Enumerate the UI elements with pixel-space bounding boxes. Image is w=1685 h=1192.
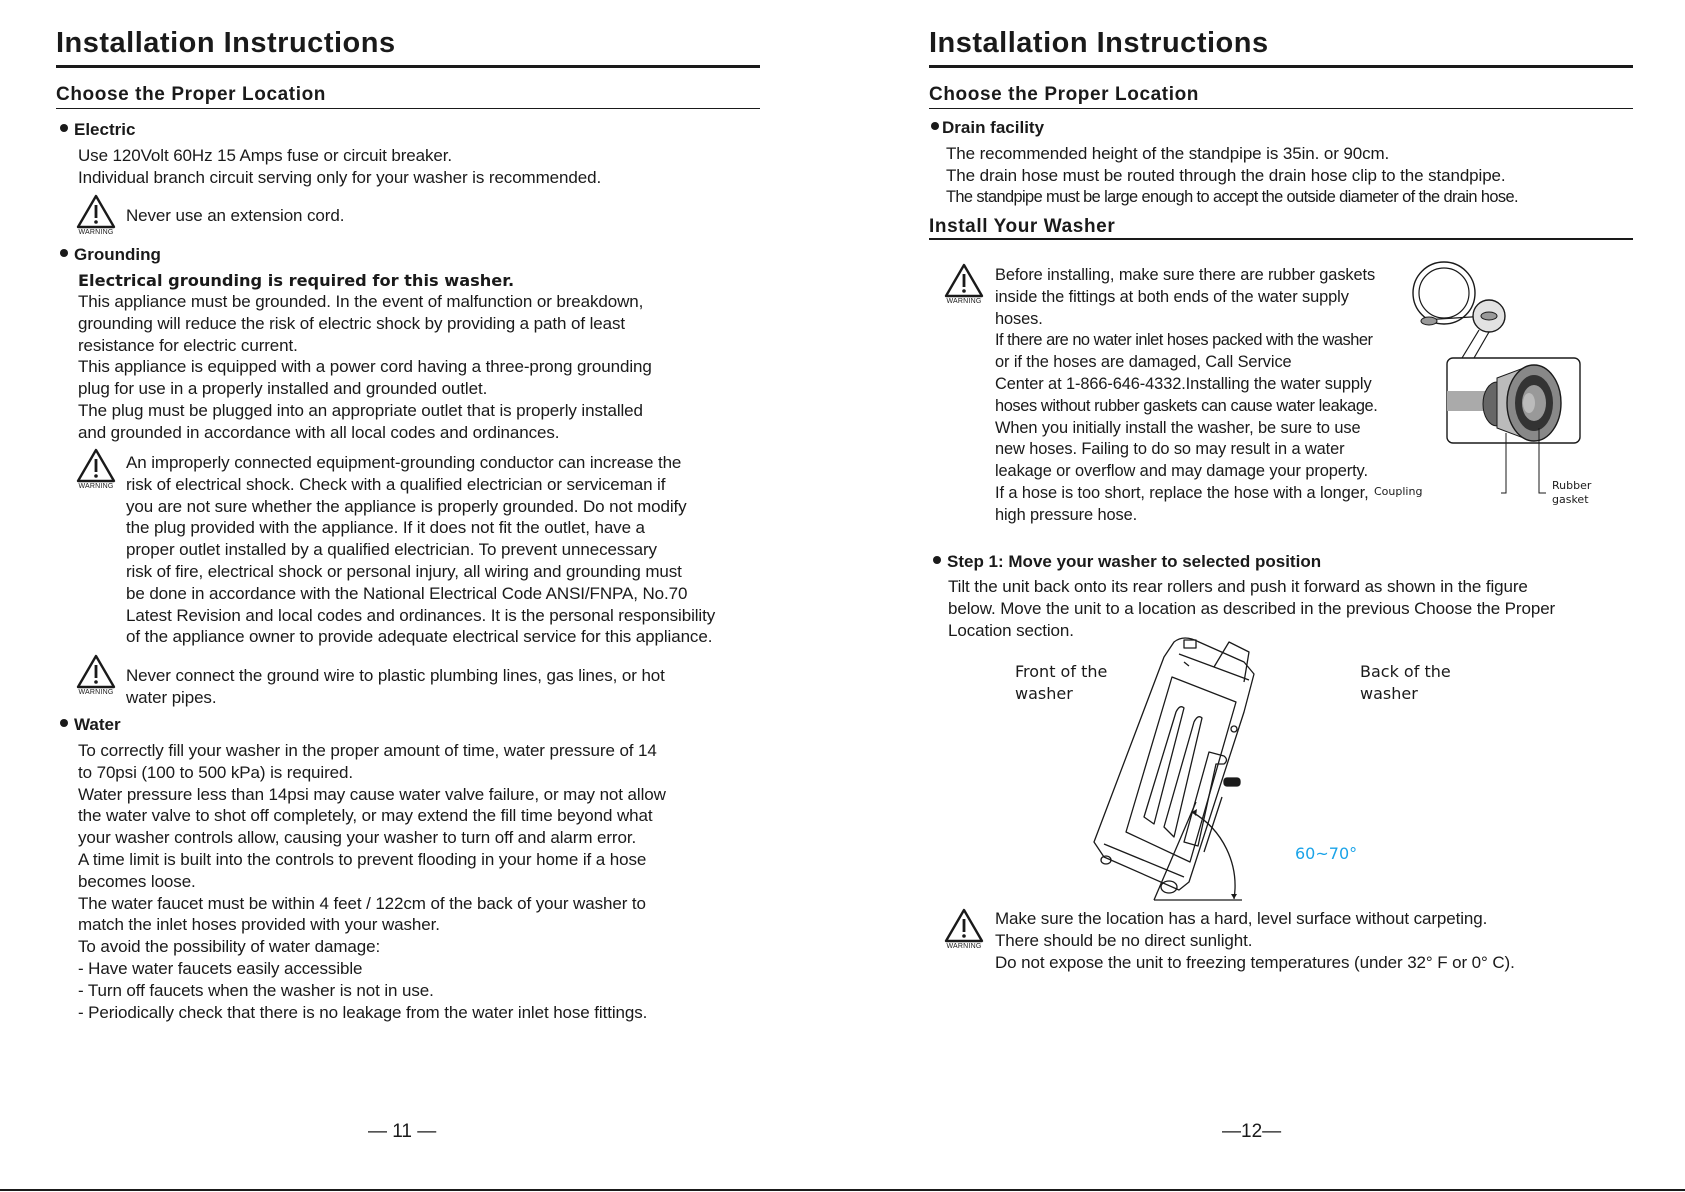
bullet-icon xyxy=(60,249,68,257)
front-label: Front of the washer xyxy=(1015,662,1108,703)
section-heading: Choose the Proper Location xyxy=(929,84,1200,105)
hose-warning: Before installing, make sure there are rubber gaskets inside the fittings at both ends of the water supply hoses. If there are no water inlet hoses packed with the washer or if the hoses are damaged, Call Service Center at 1-866-646-4332.Installing the water supply hoses without rubber gaskets can cause water leakage. When you initially install the washer, be sure to use new hoses. Failing to do so may result in a water leakage or overflow and may damage your property. If a hose is too short, replace the hose with a longer, high pressure hose. xyxy=(995,266,1378,524)
left-page xyxy=(56,0,776,1192)
grounding-heading: Grounding xyxy=(60,245,161,265)
bullet-icon xyxy=(60,719,68,727)
tilted-washer-illustration xyxy=(1084,632,1284,902)
tilt-angle-label: 60~70° xyxy=(1295,844,1358,863)
electric-text: Use 120Volt 60Hz 15 Amps fuse or circuit breaker. Individual branch circuit serving only for your washer is recommended. xyxy=(78,146,602,187)
warning-icon: WARNING xyxy=(76,654,116,702)
ground-wire-warning: Never connect the ground wire to plastic plumbing lines, gas lines, or hot water pipes. xyxy=(126,666,665,707)
section-divider xyxy=(56,108,760,109)
bullet-icon xyxy=(60,124,68,132)
warning-icon: WARNING xyxy=(76,194,116,242)
title-divider xyxy=(929,65,1633,68)
electric-warning: Never use an extension cord. xyxy=(126,206,345,225)
electric-heading: Electric xyxy=(60,120,135,140)
grounding-warning: An improperly connected equipment-grounding conductor can increase the risk of electrical shock. Check with a qualified electrician or serviceman if you are not sure whether the appliance is properly grounded. Do not modify the plug provided with the appliance. If it does not fit the outlet, have a proper outlet installed by a qualified electrician. To prevent unnecessary risk of fire, electrical shock or personal injury, all wiring and grounding must be done in accordance with the National Electrical Code ANSI/FNPA, No.70 Latest Revision and local codes and ordinances. It is the personal responsibility of the appliance owner to provide adequate electrical service for this appliance. xyxy=(126,453,716,647)
step1-text: Tilt the unit back onto its rear rollers and push it forward as shown in the figure below. Move the unit to a location as described in the previous Choose the Proper Location section. xyxy=(948,577,1556,640)
bullet-icon xyxy=(933,556,941,564)
grounding-body: This appliance must be grounded. In the event of malfunction or breakdown, grounding will reduce the risk of electric shock by providing a path of least resistance for electric current. This appliance is equipped with a power cord having a three-prong grounding plug for use in a properly installed and grounded outlet. The plug must be plugged into an appropriate outlet that is properly installed and grounded in accordance with all local codes and ordinances. xyxy=(78,292,652,442)
gasket-label: Rubber gasket xyxy=(1552,479,1592,506)
grounding-text: Electrical grounding is required for this washer. xyxy=(78,271,515,290)
water-text: To correctly fill your washer in the proper amount of time, water pressure of 14 to 70psi (100 to 500 kPa) is required. Water pressure less than 14psi may cause water valve failure, or may not allow the water valve to shot off completely, or may extend the fill time beyond what your washer controls allow, causing your washer to turn off and alarm error. A time limit is built into the controls to prevent flooding in your home if a hose becomes loose. The water faucet must be within 4 feet / 122cm of the back of your washer to match the inlet hoses provided with your washer. To avoid the possibility of water damage: - Have water faucets easily accessible - Turn off faucets when the washer is not in use. - Periodically check that there is no leakage from the water inlet hose fittings. xyxy=(78,741,666,1022)
drain-text: The recommended height of the standpipe is 35in. or 90cm. The drain hose must be routed through the drain hose clip to the standpipe. The standpipe must be large enough to accept the outside diameter of the drain hose. xyxy=(946,144,1518,206)
install-heading: Install Your Washer xyxy=(929,216,1116,237)
bullet-icon xyxy=(931,122,939,130)
location-warning: Make sure the location has a hard, level surface without carpeting. There should be no direct sunlight. Do not expose the unit to freezing temperatures (under 32° F or 0° C). xyxy=(995,909,1515,972)
drain-heading: Drain facility xyxy=(931,118,1044,138)
right-page xyxy=(929,0,1649,1192)
page-number: — 11 — xyxy=(368,1121,437,1142)
section-divider xyxy=(929,238,1633,240)
section-divider xyxy=(929,108,1633,109)
title-divider xyxy=(56,65,760,68)
water-heading: Water xyxy=(60,715,121,735)
coupling-label: Coupling xyxy=(1374,485,1423,498)
page-number: —12— xyxy=(1222,1121,1282,1142)
step1-heading: Step 1: Move your washer to selected position xyxy=(933,552,1321,572)
warning-icon: WARNING xyxy=(944,263,984,311)
page-title: Installation Instructions xyxy=(929,27,1269,59)
page-title: Installation Instructions xyxy=(56,27,396,59)
hose-coupling-figure xyxy=(1374,258,1609,518)
bottom-border xyxy=(0,1189,1685,1191)
section-heading: Choose the Proper Location xyxy=(56,84,327,105)
back-label: Back of the washer xyxy=(1360,662,1451,703)
warning-icon: WARNING xyxy=(944,908,984,956)
warning-icon: WARNING xyxy=(76,448,116,496)
